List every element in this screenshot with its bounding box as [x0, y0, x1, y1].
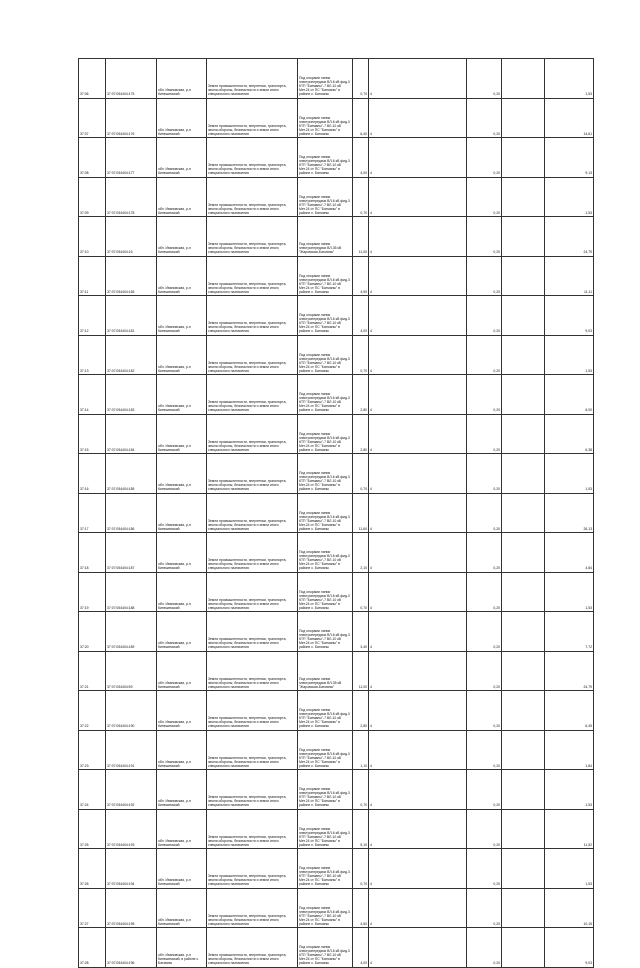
land-category-cell: Земли промышленности, энергетики, транспорта, земли обороны, безопасности и земли иного специального назначения: [207, 533, 298, 573]
empty-cell: [502, 572, 545, 612]
row-number-cell: 37:11: [79, 256, 106, 296]
percent-cell: 0,20: [467, 612, 502, 652]
percent-cell: 0,20: [467, 335, 502, 375]
value-cell: 14,61: [545, 98, 594, 138]
area-cell: 2,80: [353, 691, 369, 731]
table-row: [79, 533, 594, 573]
percent-cell: 0,20: [467, 59, 502, 99]
unit-cell: 4: [369, 572, 467, 612]
row-number-cell: 37:06: [79, 59, 106, 99]
empty-cell: [502, 730, 545, 770]
empty-cell: [502, 809, 545, 849]
permitted-use-cell: Под опорами линии электропередачи ВЛ-6 кВ фид.3 КТП "Батманы"-7 ВЛ-10 кВ Мет.24 от ПС "Батманы" в районе с. Батманы: [298, 691, 353, 731]
percent-cell: 0,20: [467, 493, 502, 533]
percent-cell: 0,20: [467, 375, 502, 415]
permitted-use-cell: Под опорами линии электропередачи ВЛ-6 кВ фид.3 КТП "Батманы"-7 ВЛ-10 кВ Мет.24 от ПС "Батманы" в районе с. Батманы: [298, 928, 353, 968]
address-cell: обл. Ивановская, р-н Кинешемский: [157, 809, 207, 849]
value-cell: 26,13: [545, 493, 594, 533]
row-number-cell: 37:07: [79, 98, 106, 138]
table-row: [79, 493, 594, 533]
value-cell: 1,53: [545, 59, 594, 99]
address-cell: обл. Ивановская, р-н Кинешемский: [157, 98, 207, 138]
permitted-use-cell: Под опорами линии электропередачи ВЛ-6 кВ фид.3 КТП "Батманы"-7 ВЛ-10 кВ Мет.24 от ПС "Батманы" в районе с. Батманы: [298, 296, 353, 336]
cadastral-number-cell: 37:07:054404:181: [106, 296, 157, 336]
empty-cell: [502, 493, 545, 533]
percent-cell: 0,20: [467, 296, 502, 336]
land-category-cell: Земли промышленности, энергетики, транспорта, земли обороны, безопасности и земли иного специального назначения: [207, 493, 298, 533]
value-cell: 1,53: [545, 770, 594, 810]
unit-cell: 4: [369, 849, 467, 889]
unit-cell: 4: [369, 335, 467, 375]
cadastral-number-cell: 37:07:054404:175: [106, 59, 157, 99]
value-cell: 11,11: [545, 256, 594, 296]
area-cell: 11,60: [353, 493, 369, 533]
percent-cell: 0,20: [467, 849, 502, 889]
cadastral-number-cell: 37:07:054404:191: [106, 730, 157, 770]
value-cell: 6,00: [545, 375, 594, 415]
address-cell: обл. Ивановская, р-н Кинешемский: [157, 217, 207, 257]
area-cell: 0,70: [353, 59, 369, 99]
unit-cell: 4: [369, 217, 467, 257]
permitted-use-cell: Под опорами линии электропередачи ВЛ-6 кВ фид.3 КТП "Батманы"-7 ВЛ-10 кВ Мет.24 от ПС "Батманы" в районе с. Батманы: [298, 138, 353, 178]
unit-cell: 4: [369, 928, 467, 968]
permitted-use-cell: Под опорами линии электропередачи ВЛ-35 кВ "Жаровская-Батманы": [298, 217, 353, 257]
empty-cell: [502, 177, 545, 217]
value-cell: 1,53: [545, 849, 594, 889]
area-cell: 5,10: [353, 809, 369, 849]
percent-cell: 0,20: [467, 928, 502, 968]
table-row: [79, 612, 594, 652]
permitted-use-cell: Под опорами линии электропередачи ВЛ-6 кВ фид.3 КТП "Батманы"-7 ВЛ-10 кВ Мет.24 от ПС "Батманы" в районе с. Батманы: [298, 533, 353, 573]
empty-cell: [502, 651, 545, 691]
cadastral-number-cell: 37:07:054404:190: [106, 691, 157, 731]
table-row: [79, 98, 594, 138]
table-row: [79, 849, 594, 889]
value-cell: 11,52: [545, 809, 594, 849]
area-cell: 2,80: [353, 375, 369, 415]
area-cell: 4,50: [353, 888, 369, 928]
unit-cell: 4: [369, 770, 467, 810]
value-cell: 24,79: [545, 651, 594, 691]
value-cell: 1,53: [545, 454, 594, 494]
permitted-use-cell: Под опорами линии электропередачи ВЛ-6 кВ фид.3 КТП "Батманы"-7 ВЛ-10 кВ Мет.24 от ПС "Батманы" в районе с. Батманы: [298, 177, 353, 217]
permitted-use-cell: Под опорами линии электропередачи ВЛ-6 кВ фид.3 КТП "Батманы"-7 ВЛ-10 кВ Мет.24 от ПС "Батманы" в районе с. Батманы: [298, 730, 353, 770]
table-row: [79, 59, 594, 99]
permitted-use-cell: Под опорами линии электропередачи ВЛ-35 кВ "Жаровская-Батманы": [298, 651, 353, 691]
value-cell: 7,72: [545, 612, 594, 652]
permitted-use-cell: Под опорами линии электропередачи ВЛ-6 кВ фид.3 КТП "Батманы"-7 ВЛ-10 кВ Мет.24 от ПС "Батманы" в районе с. Батманы: [298, 454, 353, 494]
empty-cell: [502, 849, 545, 889]
unit-cell: 4: [369, 177, 467, 217]
empty-cell: [502, 691, 545, 731]
address-cell: обл. Ивановская, р-н Кинешемский: [157, 256, 207, 296]
area-cell: 0,70: [353, 849, 369, 889]
land-category-cell: Земли промышленности, энергетики, транспорта, земли обороны, безопасности и земли иного специального назначения: [207, 730, 298, 770]
percent-cell: 0,20: [467, 138, 502, 178]
table-row: [79, 177, 594, 217]
area-cell: 0,70: [353, 770, 369, 810]
table-row: [79, 651, 594, 691]
value-cell: 24,79: [545, 217, 594, 257]
table-row: [79, 691, 594, 731]
cadastral-number-cell: 37:07:054404:194: [106, 849, 157, 889]
address-cell: обл. Ивановская, р-н Кинешемский: [157, 612, 207, 652]
address-cell: обл. Ивановская, р-н Кинешемский: [157, 533, 207, 573]
unit-cell: 4: [369, 375, 467, 415]
percent-cell: 0,20: [467, 691, 502, 731]
table-row: [79, 414, 594, 454]
empty-cell: [502, 138, 545, 178]
table-row: [79, 375, 594, 415]
cadastral-number-cell: 37:07:054404:187: [106, 533, 157, 573]
address-cell: обл. Ивановская, р-н Кинешемский: [157, 296, 207, 336]
land-category-cell: Земли промышленности, энергетики, транспорта, земли обороны, безопасности и земли иного специального назначения: [207, 138, 298, 178]
land-category-cell: Земли промышленности, энергетики, транспорта, земли обороны, безопасности и земли иного специального назначения: [207, 691, 298, 731]
value-cell: 6,45: [545, 691, 594, 731]
row-number-cell: 37:27: [79, 888, 106, 928]
permitted-use-cell: Под опорами линии электропередачи ВЛ-6 кВ фид.3 КТП "Батманы"-7 ВЛ-10 кВ Мет.24 от ПС "Батманы" в районе с. Батманы: [298, 59, 353, 99]
row-number-cell: 37:21: [79, 651, 106, 691]
area-cell: 3,40: [353, 612, 369, 652]
address-cell: обл. Ивановская, р-н Кинешемский: [157, 414, 207, 454]
empty-cell: [502, 256, 545, 296]
unit-cell: 4: [369, 691, 467, 731]
cadastral-number-cell: 37:07:054404:188: [106, 572, 157, 612]
cadastral-number-cell: 37:07:054404:193: [106, 809, 157, 849]
address-cell: обл. Ивановская, р-н Кинешемский, в районе с. Батманы: [157, 928, 207, 968]
land-category-cell: Земли промышленности, энергетики, транспорта, земли обороны, безопасности и земли иного специального назначения: [207, 375, 298, 415]
percent-cell: 0,20: [467, 177, 502, 217]
row-number-cell: 37:12: [79, 296, 106, 336]
unit-cell: 4: [369, 454, 467, 494]
cadastral-number-cell: 37:07:054404:184: [106, 414, 157, 454]
permitted-use-cell: Под опорами линии электропередачи ВЛ-6 кВ фид.3 КТП "Батманы"-7 ВЛ-10 кВ Мет.24 от ПС "Батманы" в районе с. Батманы: [298, 414, 353, 454]
permitted-use-cell: Под опорами линии электропередачи ВЛ-6 кВ фид.3 КТП "Батманы"-7 ВЛ-10 кВ Мет.24 от ПС "Батманы" в районе с. Батманы: [298, 612, 353, 652]
area-cell: 0,70: [353, 177, 369, 217]
land-category-cell: Земли промышленности, энергетики, транспорта, земли обороны, безопасности и земли иного специального назначения: [207, 849, 298, 889]
table-row: [79, 217, 594, 257]
cadastral-number-cell: 37:07:054404:195: [106, 888, 157, 928]
row-number-cell: 37:14: [79, 375, 106, 415]
area-cell: 0,70: [353, 335, 369, 375]
address-cell: обл. Ивановская, р-н Кинешемский: [157, 454, 207, 494]
cadastral-number-cell: 37:07:054404:196: [106, 928, 157, 968]
permitted-use-cell: Под опорами линии электропередачи ВЛ-6 кВ фид.3 КТП "Батманы"-7 ВЛ-10 кВ Мет.24 от ПС "Батманы" в районе с. Батманы: [298, 98, 353, 138]
cadastral-number-cell: 37:07:054404:16: [106, 217, 157, 257]
land-category-cell: Земли промышленности, энергетики, транспорта, земли обороны, безопасности и земли иного специального назначения: [207, 296, 298, 336]
area-cell: 2,10: [353, 533, 369, 573]
permitted-use-cell: Под опорами линии электропередачи ВЛ-6 кВ фид.3 КТП "Батманы"-7 ВЛ-10 кВ Мет.24 от ПС "Батманы" в районе с. Батманы: [298, 256, 353, 296]
unit-cell: 4: [369, 612, 467, 652]
table-row: [79, 296, 594, 336]
value-cell: 1,84: [545, 730, 594, 770]
empty-cell: [502, 928, 545, 968]
empty-cell: [502, 414, 545, 454]
land-category-cell: Земли промышленности, энергетики, транспорта, земли обороны, безопасности и земли иного специального назначения: [207, 928, 298, 968]
unit-cell: 4: [369, 533, 467, 573]
row-number-cell: 37:15: [79, 414, 106, 454]
permitted-use-cell: Под опорами линии электропередачи ВЛ-6 кВ фид.3 КТП "Батманы"-7 ВЛ-10 кВ Мет.24 от ПС "Батманы" в районе с. Батманы: [298, 809, 353, 849]
cadastral-number-cell: 37:07:054404:178: [106, 177, 157, 217]
row-number-cell: 37:08: [79, 138, 106, 178]
row-number-cell: 37:26: [79, 849, 106, 889]
percent-cell: 0,20: [467, 454, 502, 494]
unit-cell: 4: [369, 888, 467, 928]
cadastral-number-cell: 37:07:054404:185: [106, 454, 157, 494]
empty-cell: [502, 770, 545, 810]
value-cell: 1,53: [545, 335, 594, 375]
unit-cell: 4: [369, 59, 467, 99]
land-category-cell: Земли промышленности, энергетики, транспорта, земли обороны, безопасности и земли иного специального назначения: [207, 809, 298, 849]
table-row: [79, 454, 594, 494]
address-cell: обл. Ивановская, р-н Кинешемский: [157, 375, 207, 415]
area-cell: 1,10: [353, 730, 369, 770]
area-cell: 0,70: [353, 572, 369, 612]
percent-cell: 0,20: [467, 651, 502, 691]
area-cell: 6,40: [353, 98, 369, 138]
table-row: [79, 770, 594, 810]
land-category-cell: Земли промышленности, энергетики, транспорта, земли обороны, безопасности и земли иного специального назначения: [207, 217, 298, 257]
percent-cell: 0,20: [467, 98, 502, 138]
row-number-cell: 37:17: [79, 493, 106, 533]
percent-cell: 0,20: [467, 730, 502, 770]
area-cell: 0,70: [353, 454, 369, 494]
cadastral-number-cell: 37:07:054404:189: [106, 612, 157, 652]
cadastral-number-cell: 37:07:054404:165: [106, 256, 157, 296]
unit-cell: 4: [369, 138, 467, 178]
address-cell: обл. Ивановская, р-н Кинешемский: [157, 138, 207, 178]
address-cell: обл. Ивановская, р-н Кинешемский: [157, 770, 207, 810]
table-body: [79, 59, 594, 968]
land-category-cell: Земли промышленности, энергетики, транспорта, земли обороны, безопасности и земли иного специального назначения: [207, 414, 298, 454]
empty-cell: [502, 533, 545, 573]
row-number-cell: 37:16: [79, 454, 106, 494]
unit-cell: 4: [369, 493, 467, 533]
table-row: [79, 928, 594, 968]
empty-cell: [502, 296, 545, 336]
area-cell: 4,00: [353, 928, 369, 968]
land-category-cell: Земли промышленности, энергетики, транспорта, земли обороны, безопасности и земли иного специального назначения: [207, 888, 298, 928]
empty-cell: [502, 612, 545, 652]
value-cell: 9,13: [545, 138, 594, 178]
row-number-cell: 37:13: [79, 335, 106, 375]
percent-cell: 0,20: [467, 533, 502, 573]
empty-cell: [502, 217, 545, 257]
percent-cell: 0,20: [467, 572, 502, 612]
table-row: [79, 572, 594, 612]
land-category-cell: Земли промышленности, энергетики, транспорта, земли обороны, безопасности и земли иного специального назначения: [207, 177, 298, 217]
row-number-cell: 37:09: [79, 177, 106, 217]
address-cell: обл. Ивановская, р-н Кинешемский: [157, 335, 207, 375]
unit-cell: 4: [369, 296, 467, 336]
unit-cell: 4: [369, 414, 467, 454]
cadastral-number-cell: 37:07:054404:59: [106, 651, 157, 691]
percent-cell: 0,20: [467, 809, 502, 849]
permitted-use-cell: Под опорами линии электропередачи ВЛ-6 кВ фид.3 КТП "Батманы"-7 ВЛ-10 кВ Мет.24 от ПС "Батманы" в районе с. Батманы: [298, 493, 353, 533]
percent-cell: 0,20: [467, 888, 502, 928]
address-cell: обл. Ивановская, р-н Кинешемский: [157, 730, 207, 770]
row-number-cell: 37:20: [79, 612, 106, 652]
area-cell: 11,00: [353, 217, 369, 257]
empty-cell: [502, 335, 545, 375]
empty-cell: [502, 98, 545, 138]
table-row: [79, 888, 594, 928]
unit-cell: 4: [369, 730, 467, 770]
land-parcel-table-sheet: [78, 58, 592, 968]
permitted-use-cell: Под опорами линии электропередачи ВЛ-6 кВ фид.3 КТП "Батманы"-7 ВЛ-10 кВ Мет.24 от ПС "Батманы" в районе с. Батманы: [298, 849, 353, 889]
address-cell: обл. Ивановская, р-н Кинешемский: [157, 177, 207, 217]
row-number-cell: 37:19: [79, 572, 106, 612]
address-cell: обл. Ивановская, р-н Кинешемский: [157, 59, 207, 99]
permitted-use-cell: Под опорами линии электропередачи ВЛ-6 кВ фид.3 КТП "Батманы"-7 ВЛ-10 кВ Мет.24 от ПС "Батманы" в районе с. Батманы: [298, 375, 353, 415]
percent-cell: 0,20: [467, 414, 502, 454]
unit-cell: 4: [369, 98, 467, 138]
empty-cell: [502, 375, 545, 415]
table-row: [79, 730, 594, 770]
area-cell: 4,00: [353, 138, 369, 178]
cadastral-number-cell: 37:07:054404:192: [106, 770, 157, 810]
value-cell: 4,84: [545, 533, 594, 573]
land-category-cell: Земли промышленности, энергетики, транспорта, земли обороны, безопасности и земли иного специального назначения: [207, 651, 298, 691]
land-category-cell: Земли промышленности, энергетики, транспорта, земли обороны, безопасности и земли иного специального назначения: [207, 770, 298, 810]
empty-cell: [502, 454, 545, 494]
unit-cell: 4: [369, 256, 467, 296]
land-parcel-table: [78, 58, 594, 968]
unit-cell: 4: [369, 651, 467, 691]
land-category-cell: Земли промышленности, энергетики, транспорта, земли обороны, безопасности и земли иного специального назначения: [207, 454, 298, 494]
address-cell: обл. Ивановская, р-н Кинешемский: [157, 888, 207, 928]
land-category-cell: Земли промышленности, энергетики, транспорта, земли обороны, безопасности и земли иного специального назначения: [207, 256, 298, 296]
land-category-cell: Земли промышленности, энергетики, транспорта, земли обороны, безопасности и земли иного специального назначения: [207, 59, 298, 99]
unit-cell: 4: [369, 809, 467, 849]
percent-cell: 0,20: [467, 256, 502, 296]
table-row: [79, 138, 594, 178]
permitted-use-cell: Под опорами линии электропередачи ВЛ-6 кВ фид.3 КТП "Батманы"-7 ВЛ-10 кВ Мет.24 от ПС "Батманы" в районе с. Батманы: [298, 572, 353, 612]
row-number-cell: 37:18: [79, 533, 106, 573]
table-row: [79, 256, 594, 296]
value-cell: 9,03: [545, 296, 594, 336]
permitted-use-cell: Под опорами линии электропередачи ВЛ-6 кВ фид.3 КТП "Батманы"-7 ВЛ-10 кВ Мет.24 от ПС "Батманы" в районе с. Батманы: [298, 335, 353, 375]
value-cell: 9,03: [545, 928, 594, 968]
cadastral-number-cell: 37:07:054404:186: [106, 493, 157, 533]
row-number-cell: 37:24: [79, 770, 106, 810]
value-cell: 1,53: [545, 177, 594, 217]
address-cell: обл. Ивановская, р-н Кинешемский: [157, 572, 207, 612]
value-cell: 1,53: [545, 572, 594, 612]
empty-cell: [502, 888, 545, 928]
row-number-cell: 37:23: [79, 730, 106, 770]
cadastral-number-cell: 37:07:054404:176: [106, 98, 157, 138]
table-row: [79, 335, 594, 375]
row-number-cell: 37:25: [79, 809, 106, 849]
land-category-cell: Земли промышленности, энергетики, транспорта, земли обороны, безопасности и земли иного специального назначения: [207, 98, 298, 138]
percent-cell: 0,20: [467, 770, 502, 810]
permitted-use-cell: Под опорами линии электропередачи ВЛ-6 кВ фид.3 КТП "Батманы"-7 ВЛ-10 кВ Мет.24 от ПС "Батманы" в районе с. Батманы: [298, 770, 353, 810]
empty-cell: [502, 59, 545, 99]
area-cell: 4,00: [353, 296, 369, 336]
address-cell: обл. Ивановская, р-н Кинешемский: [157, 493, 207, 533]
area-cell: 4,90: [353, 256, 369, 296]
row-number-cell: 37:28: [79, 928, 106, 968]
value-cell: 10,15: [545, 888, 594, 928]
land-category-cell: Земли промышленности, энергетики, транспорта, земли обороны, безопасности и земли иного специального назначения: [207, 572, 298, 612]
row-number-cell: 37:22: [79, 691, 106, 731]
address-cell: обл. Ивановская, р-н Кинешемский: [157, 651, 207, 691]
permitted-use-cell: Под опорами линии электропередачи ВЛ-6 кВ фид.3 КТП "Батманы"-7 ВЛ-10 кВ Мет.24 от ПС "Батманы" в районе с. Батманы: [298, 888, 353, 928]
cadastral-number-cell: 37:07:054404:177: [106, 138, 157, 178]
address-cell: обл. Ивановская, р-н Кинешемский: [157, 691, 207, 731]
cadastral-number-cell: 37:07:054404:183: [106, 375, 157, 415]
table-row: [79, 809, 594, 849]
cadastral-number-cell: 37:07:054404:182: [106, 335, 157, 375]
percent-cell: 0,20: [467, 217, 502, 257]
area-cell: 11,00: [353, 651, 369, 691]
land-category-cell: Земли промышленности, энергетики, транспорта, земли обороны, безопасности и земли иного специального назначения: [207, 335, 298, 375]
row-number-cell: 37:10: [79, 217, 106, 257]
area-cell: 2,80: [353, 414, 369, 454]
value-cell: 6,38: [545, 414, 594, 454]
address-cell: обл. Ивановская, р-н Кинешемский: [157, 849, 207, 889]
land-category-cell: Земли промышленности, энергетики, транспорта, земли обороны, безопасности и земли иного специального назначения: [207, 612, 298, 652]
